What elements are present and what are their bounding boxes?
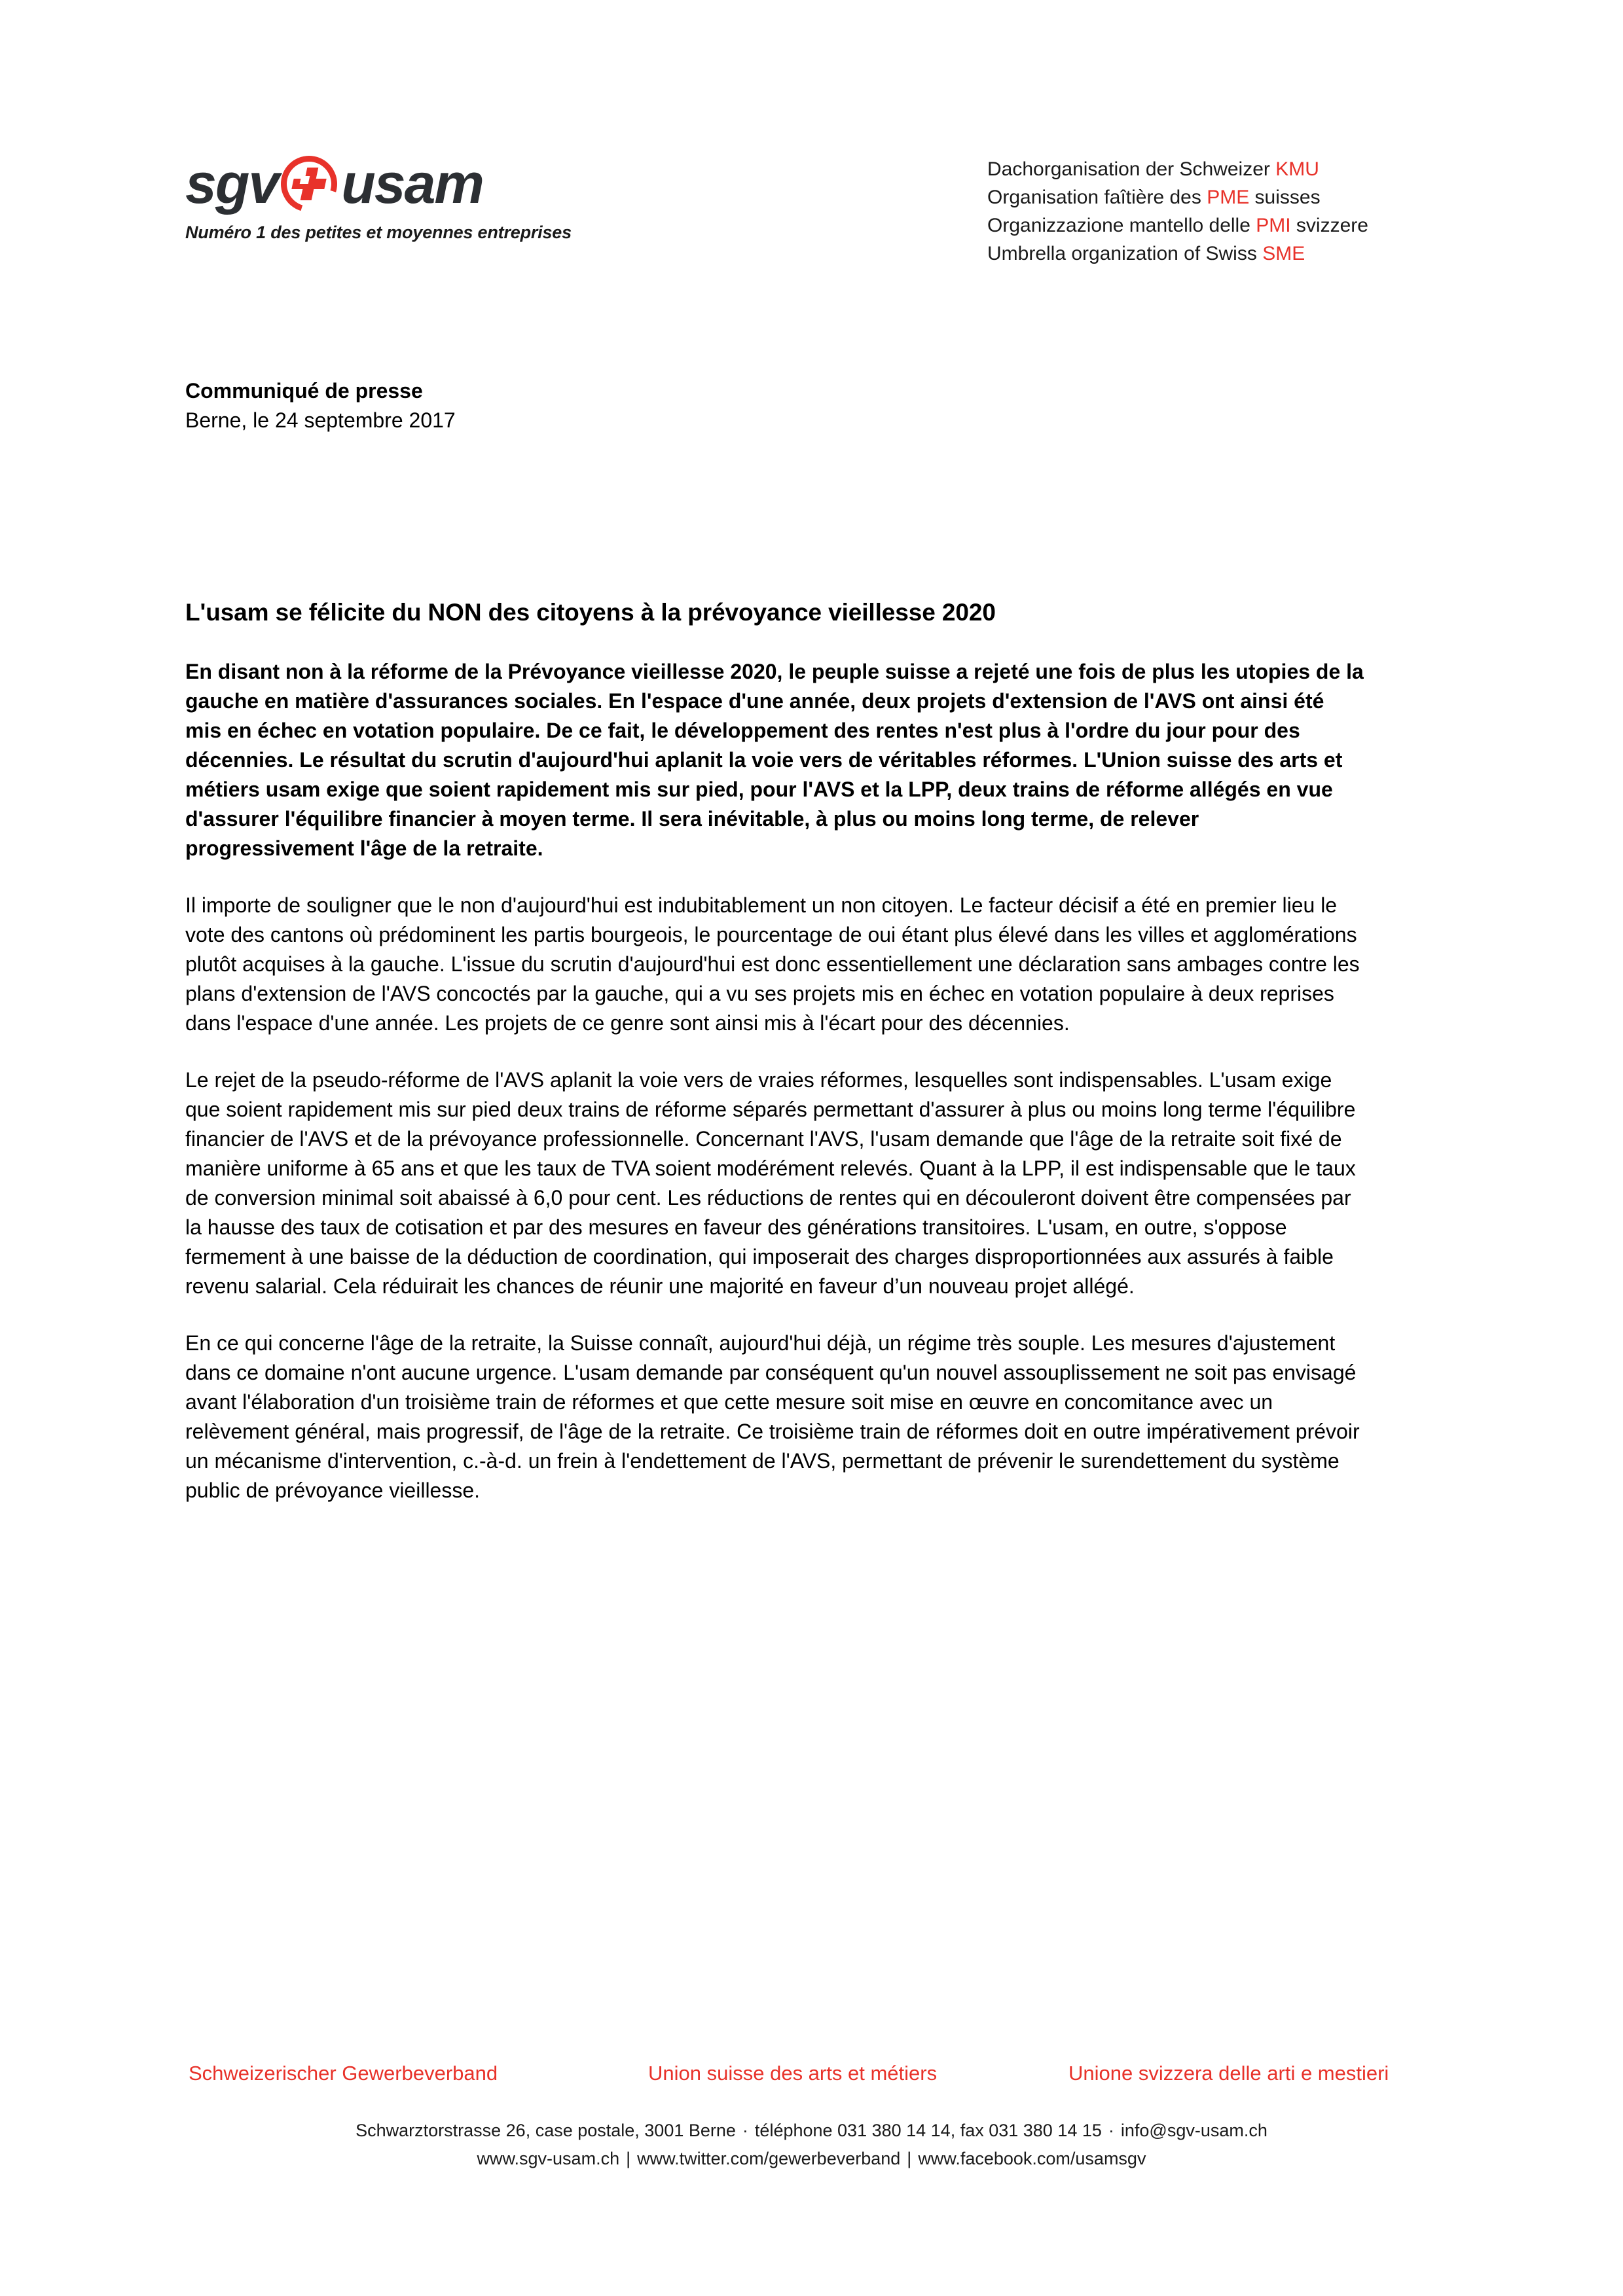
footer-separator-2: ·	[1108, 2121, 1114, 2140]
logo-wordmark	[185, 152, 604, 216]
footer-address: Schwarztorstrasse 26, case postale, 3001 Berne	[356, 2121, 736, 2140]
footer-link-website[interactable]: www.sgv-usam.ch	[477, 2149, 620, 2168]
footer-phone-fax: téléphone 031 380 14 14, fax 031 380 14 15	[754, 2121, 1102, 2140]
logo-tagline: Numéro 1 des petites et moyennes entreprises	[185, 223, 572, 242]
footer-org-name-de: Schweizerischer Gewerbeverband	[189, 2062, 498, 2085]
header-lang-fr-highlight: PME	[1207, 187, 1250, 208]
footer-link-separator-1: |	[626, 2149, 631, 2168]
footer-links-line	[0, 2145, 1623, 2173]
article-body	[185, 597, 1364, 1505]
header-lang-fr-suffix: suisses	[1249, 187, 1321, 208]
page-header	[0, 0, 1623, 314]
header-lang-de-highlight: KMU	[1275, 158, 1319, 180]
usam-logo	[185, 152, 604, 243]
footer-link-facebook[interactable]: www.facebook.com/usamsgv	[918, 2149, 1146, 2168]
logo-text-usam: usam	[341, 152, 483, 215]
logo-text-sgv: sgv	[185, 152, 279, 215]
logo-cross-horizontal-shape	[292, 179, 327, 189]
lead-paragraph: En disant non à la réforme de la Prévoyance vieillesse 2020, le peuple suisse a rejeté une fois de plus les utopies de la gauche en matière d'assurances sociales. En l'espace d'une année, deux projets d'extension de l'AVS ont ainsi été mis en échec en votation populaire. De ce fait, le développement des rentes n'est plus à l'ordre du jour pour des décennies. Le résultat du scrutin d'aujourd'hui aplanit la voie vers de véritables réformes. L'Union suisse des arts et métiers usam exige que soient rapidement mis sur pied, pour l'AVS et la LPP, deux trains de réforme allégés en vue d'assurer l'équilibre financier à moyen terme. Il sera inévitable, à plus ou moins long terme, de relever progressivement l'âge de la retraite.	[185, 660, 1364, 860]
footer-org-names	[0, 2062, 1623, 2092]
body-paragraph-2: Le rejet de la pseudo-réforme de l'AVS aplanit la voie vers de vraies réformes, lesquelles sont indispensables. L'usam exige que soient rapidement mis sur pied deux trains de réforme séparés permettant d'assurer à plus ou moins long terme l'équilibre financier de l'AVS et de la prévoyance professionnelle. Concernant l'AVS, l'usam demande que l'âge de la retraite soit fixé de manière uniforme à 65 ans et que les taux de TVA soient modérément relevés. Quant à la LPP, il est indispensable que le taux de conversion minimal soit abaissé à 6,0 pour cent. Les réductions de rentes qui en découleront doivent être compensées par la hausse des taux de cotisation et par des mesures en faveur des générations transitoires. L'usam, en outre, s'oppose fermement à une baisse de la déduction de coordination, qui imposerait des charges disproportionnées aux assurés à faible revenu salarial. Cela réduirait les chances de réunir une majorité en faveur d’un nouveau projet allégé.	[185, 1068, 1356, 1298]
footer-contact-block	[0, 2117, 1623, 2173]
page-footer	[0, 2062, 1623, 2173]
header-lang-en-prefix: Umbrella organization of Swiss	[987, 243, 1263, 264]
body-paragraph-1: Il importe de souligner que le non d'aujourd'hui est indubitablement un non citoyen. Le facteur décisif a été en premier lieu le vote des cantons où prédominent les partis bourgeois, le pourcentage de oui étant plus élevé dans les villes et agglomérations plutôt acquises à la gauche. L'issue du scrutin d'aujourd'hui est donc essentiellement une déclaration sans ambages contre les plans d'extension de l'AVS concoctés par la gauche, qui a vu ses projets mis en échec en votation populaire à deux reprises dans l'espace d'une année. Les projets de ce genre sont ainsi mis à l'écart pour des décennies.	[185, 893, 1360, 1035]
header-language-line-en	[987, 240, 1368, 268]
body-paragraph-3: En ce qui concerne l'âge de la retraite, la Suisse connaît, aujourd'hui déjà, un régime très souple. Les mesures d'ajustement dans ce domaine n'ont aucune urgence. L'usam demande par conséquent qu'un nouvel assouplissement ne soit pas envisagé avant l'élaboration d'un troisième train de réformes et que cette mesure soit mise en œuvre en concomitance avec un relèvement général, mais progressif, de l'âge de la retraite. Ce troisième train de réformes doit en outre impérativement prévoir un mécanisme d'intervention, c.-à-d. un frein à l'endettement de l'AVS, permettant de prévenir le surendettement du système public de prévoyance vieillesse.	[185, 1331, 1360, 1502]
header-lang-it-highlight: PMI	[1256, 215, 1291, 236]
header-language-line-it	[987, 211, 1368, 240]
header-language-line-de	[987, 155, 1368, 183]
swiss-cross-circle-logo-icon	[281, 156, 337, 212]
footer-contact-line	[0, 2117, 1623, 2145]
header-lang-it-suffix: svizzere	[1290, 215, 1368, 236]
footer-separator-1: ·	[742, 2121, 748, 2140]
header-language-line-fr	[987, 183, 1368, 211]
footer-link-separator-2: |	[907, 2149, 912, 2168]
header-lang-de-prefix: Dachorganisation der Schweizer	[987, 158, 1276, 180]
header-lang-it-prefix: Organizzazione mantello delle	[987, 215, 1256, 236]
header-lang-en-highlight: SME	[1262, 243, 1305, 264]
footer-link-twitter[interactable]: www.twitter.com/gewerbeverband	[637, 2149, 901, 2168]
footer-org-name-fr: Union suisse des arts et métiers	[648, 2062, 938, 2085]
place-date-label: Berne, le 24 septembre 2017	[185, 408, 456, 432]
header-language-list	[987, 155, 1368, 268]
footer-email-link[interactable]: info@sgv-usam.ch	[1120, 2121, 1267, 2140]
document-type-label: Communiqué de presse	[185, 379, 423, 403]
page-title: L'usam se félicite du NON des citoyens à la prévoyance vieillesse 2020	[185, 599, 996, 626]
header-lang-fr-prefix: Organisation faîtière des	[987, 187, 1207, 208]
footer-org-name-it: Unione svizzera delle arti e mestieri	[1068, 2062, 1389, 2085]
document-meta	[185, 376, 456, 435]
